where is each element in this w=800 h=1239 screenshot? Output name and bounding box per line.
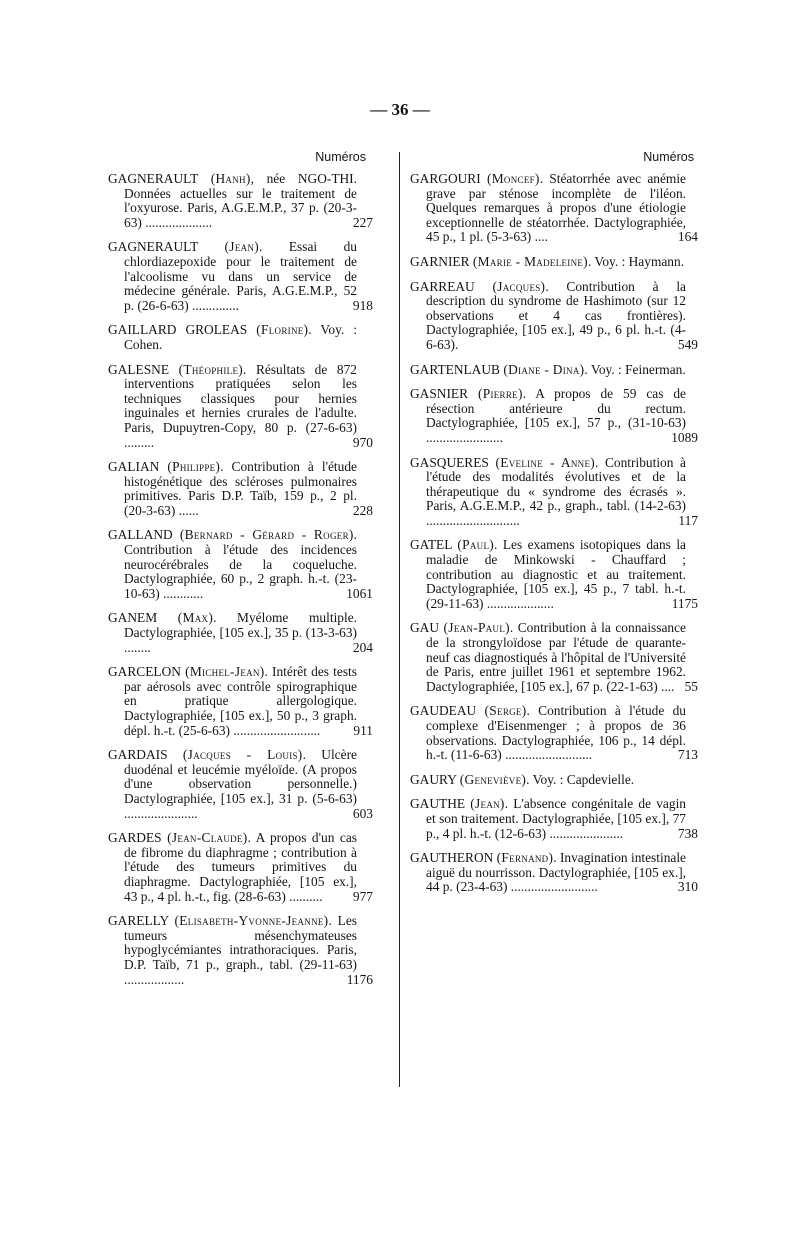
column-divider (399, 152, 400, 1087)
entry-description: . Voy. : Feinerman. (584, 361, 686, 377)
author-firstname: (Jean) (224, 239, 259, 255)
index-entry (410, 850, 698, 895)
index-entry (410, 363, 692, 378)
entry-description: , née NGO-THI. Données actuelles sur le traitement de l'oxyurose. Paris, A.G.E.M.P., 37 p. (20-3-63) .................... (124, 171, 357, 230)
author-surname: GALIAN (108, 459, 160, 475)
author-firstname: (Philippe) (167, 459, 221, 475)
right-column (410, 150, 698, 905)
page-number: — 36 — (370, 100, 430, 119)
entry-text (410, 851, 686, 895)
index-entry (410, 171, 698, 245)
entry-description: . Myélome multiple. Dactylographiée, [105 ex.], 35 p. (13-3-63) ........ (124, 610, 357, 655)
entry-description: . Résultats de 872 interventions pratiquées selon les techniques classiques pour hernies inguinales et hernies crurales de l'adulte. Paris, Dupuytren-Copy, 80 p. (27-6-63) ......... (124, 361, 357, 450)
entry-text (108, 240, 357, 313)
entry-text (410, 255, 686, 270)
entry-text (410, 387, 686, 445)
author-firstname: (Jean-Claude) (167, 830, 248, 846)
index-entry (410, 796, 698, 841)
author-firstname: (Max) (177, 610, 214, 626)
entry-description: . Ulcère duodénal et leucémie myéloïde. (A propos d'une observation personnelle.) Dactylographiée, [105 ex.], 31 p. (5-6-63) ...................... (124, 747, 357, 821)
thesis-number: 603 (352, 805, 373, 821)
author-firstname: (Pierre) (477, 386, 523, 402)
index-entry (108, 830, 373, 904)
author-surname: GANEM (108, 610, 158, 626)
author-firstname: (Elisabeth-Yvonne-Jeanne) (174, 913, 329, 929)
author-surname: GALLAND (108, 527, 173, 543)
index-entry (410, 454, 698, 529)
entry-description: . Voy. : Cohen. (124, 322, 357, 352)
entry-description: . Stéatorrhée avec anémie grave par sténose incomplète de l'iléon. Quelques remarques à propos d'une étiologie exceptionnelle de stéatorrhée. Dactylographiée, 45 p., 1 pl. (5-3-63) .... (426, 171, 686, 245)
entry-text (108, 611, 357, 655)
left-column (108, 150, 373, 997)
entry-description: . A propos de 59 cas de résection antérieure du rectum. Dactylographiée, [105 ex.], 57 p., (31-10-63) ....................... (426, 386, 686, 445)
author-firstname: (Jacques) (492, 278, 546, 294)
index-entry (410, 703, 698, 763)
author-firstname: (Moncef) (486, 171, 540, 186)
entry-description: . Contribution à l'étude histogénétique des scléroses pulmonaires primitives. Paris D.P. Taïb, 159 p., 2 pl. (20-3-63) ...... (124, 459, 357, 518)
entry-list (410, 171, 698, 895)
entry-description: . Voy. : Haymann. (587, 253, 685, 269)
index-entry (410, 278, 698, 353)
entry-text (108, 748, 357, 821)
index-entry (108, 527, 373, 601)
author-surname: GARCELON (108, 664, 181, 680)
author-firstname: (Jean) (470, 796, 505, 812)
entry-description: . Intérêt des tests par aérosols avec contrôle spirographique en pratique allergologique. Dactylographiée, [105 ex.], 50 p., 3 graph. dépl. h.-t. (25-6-63) .......................... (124, 664, 357, 738)
entry-description: . L'absence congénitale de vagin et son traitement. Dactylographiée, [105 ex.], 77 p., 4 pl. h.-t. (12-6-63) ...................... (426, 796, 686, 841)
index-entry (108, 239, 373, 313)
thesis-number: 227 (352, 214, 373, 230)
index-entry (410, 773, 692, 788)
author-firstname: (Diane - Dina) (503, 361, 585, 377)
entry-text (108, 172, 357, 230)
entry-text (108, 363, 357, 451)
author-surname: GARTENLAUB (410, 361, 500, 377)
entry-description: . Les examens isotopiques dans la maladie de Minkowski - Chauffard ; contribution au diagnostic et au traitement. Dactylographiée, [105 ex.], 45 p., 7 tabl. h.-t. (29-11-63) .................... (426, 537, 686, 611)
entry-text (410, 621, 686, 694)
author-surname: GARDES (108, 830, 162, 846)
entry-text (410, 172, 686, 245)
thesis-number: 55 (684, 678, 698, 694)
author-surname: GAUTHE (410, 796, 466, 812)
index-entry (410, 620, 698, 694)
entry-text (410, 773, 686, 788)
entry-text (410, 538, 686, 611)
thesis-number: 738 (677, 825, 698, 841)
thesis-number: 911 (353, 722, 373, 738)
entry-description: . Invagination intestinale aiguë du nourrisson. Dactylographiée, [105 ex.], 44 p. (23-4-63) .......................... (426, 850, 687, 895)
entry-text (108, 831, 357, 904)
author-surname: GARELLY (108, 913, 169, 929)
entry-text (410, 797, 686, 841)
entry-text (410, 363, 686, 378)
entry-text (108, 665, 357, 738)
index-entry (108, 323, 365, 352)
author-surname: GASNIER (410, 386, 469, 402)
entry-description: . Essai du chlordiazepoxide pour le traitement de l'alcoolisme vu dans un service de médecine générale. Paris, A.G.E.M.P., 52 p. (26-6-63) .............. (124, 239, 357, 313)
author-firstname: (Bernard - Gérard - Roger) (179, 527, 354, 543)
entry-description: . Voy. : Capdevielle. (526, 771, 635, 787)
thesis-number: 1176 (346, 971, 373, 987)
index-entry (410, 255, 692, 270)
entry-description: . Les tumeurs mésenchymateuses hypoglycémiantes intrathoraciques. Paris, D.P. Taïb, 71 p., graph., tabl. (29-11-63) .................. (124, 913, 357, 987)
author-firstname: (Marie - Madeleine) (472, 253, 588, 269)
thesis-number: 228 (352, 502, 373, 518)
author-firstname: (Hanh) (210, 171, 251, 186)
author-firstname: (Florine) (256, 322, 309, 338)
author-firstname: (Eveline - Anne) (495, 454, 596, 470)
thesis-number: 117 (678, 512, 698, 528)
author-surname: GAGNERAULT (108, 171, 199, 186)
author-firstname: (Fernand) (496, 850, 554, 866)
index-entry (108, 171, 373, 230)
entry-text (108, 914, 357, 987)
author-firstname: (Michel-Jean) (185, 664, 265, 680)
author-firstname: (Théophile) (178, 361, 244, 377)
entry-list (108, 171, 373, 987)
entry-description: . Contribution à la description du syndrome de Hashimoto (sur 12 observations et 4 cas frontières). Dactylographiée, [105 ex.], 49 p., 6 pl. h.-t. (4-6-63). (426, 278, 686, 352)
index-entry (108, 664, 373, 738)
thesis-number: 549 (677, 336, 698, 352)
author-firstname: (Paul) (457, 537, 495, 553)
entry-description: . Contribution à la connaissance de la strongyloïdose par l'étude de quarante-neuf cas diagnostiqués à l'hôpital de l'Université de Paris, entre juillet 1961 et septembre 1962. Dactylographiée, [105 ex.], 67 p. (22-1-63) .... (426, 620, 686, 694)
author-surname: GATEL (410, 537, 452, 553)
author-firstname: (Jacques - Louis) (182, 747, 303, 763)
entry-text (108, 323, 357, 352)
author-surname: GARGOURI (410, 171, 481, 186)
author-surname: GALESNE (108, 361, 169, 377)
index-entry (108, 610, 373, 655)
entry-description: . Contribution à l'étude des incidences neurocérébrales de la coqueluche. Dactylographiée, 60 p., 2 graph. h.-t. (23-10-63) ............ (124, 527, 357, 601)
index-entry (410, 537, 698, 611)
thesis-number: 918 (352, 297, 373, 313)
entry-description: . Contribution à l'étude du complexe d'Eisenmenger ; à propos de 36 observations. Dactylographiée, 106 p., 14 dépl. h.-t. (11-6-63) .......................... (426, 703, 686, 763)
author-firstname: (Geneviève) (459, 771, 527, 787)
thesis-number: 1089 (671, 429, 698, 445)
thesis-number: 164 (677, 229, 698, 245)
entry-text (410, 280, 686, 353)
author-surname: GARNIER (410, 253, 470, 269)
author-surname: GAUDEAU (410, 703, 477, 719)
index-entry (108, 747, 373, 821)
author-firstname: (Serge) (484, 703, 527, 719)
thesis-number: 977 (352, 888, 373, 904)
index-entry (108, 459, 373, 518)
entry-text (108, 460, 357, 518)
author-surname: GAU (410, 620, 440, 636)
author-firstname: (Jean-Paul) (443, 620, 510, 636)
entry-text (410, 456, 686, 529)
entry-description: . Contribution à l'étude des modalités évolutives et de la thérapeutique du « syndrome des écrasés ». Paris, A.G.E.M.P., 42 p., graph., tabl. (14-2-63) ............................ (426, 454, 686, 528)
column-header: Numéros (643, 150, 694, 164)
author-surname: GARDAIS (108, 747, 168, 763)
thesis-number: 970 (352, 434, 373, 450)
index-entry (410, 386, 698, 445)
author-surname: GAURY (410, 771, 457, 787)
thesis-number: 1061 (346, 585, 373, 601)
entry-text (108, 528, 357, 601)
thesis-number: 204 (352, 639, 373, 655)
index-entry (108, 913, 373, 987)
thesis-number: 310 (677, 879, 698, 895)
column-header: Numéros (315, 150, 366, 164)
entry-text (410, 704, 686, 762)
index-entry (108, 361, 373, 451)
thesis-number: 713 (677, 747, 698, 763)
thesis-number: 1175 (671, 595, 698, 611)
entry-description: . A propos d'un cas de fibrome du diaphragme ; contribution à l'étude des tumeurs primitives du diaphragme. Dactylographiée, [105 ex.], 43 p., 4 pl. h.-t., fig. (28-6-63) .......... (124, 830, 357, 904)
author-surname: GASQUERES (410, 454, 489, 470)
author-surname: GAILLARD GROLEAS (108, 322, 248, 338)
author-surname: GARREAU (410, 278, 475, 294)
author-surname: GAGNERAULT (108, 239, 199, 255)
author-surname: GAUTHERON (410, 850, 494, 866)
